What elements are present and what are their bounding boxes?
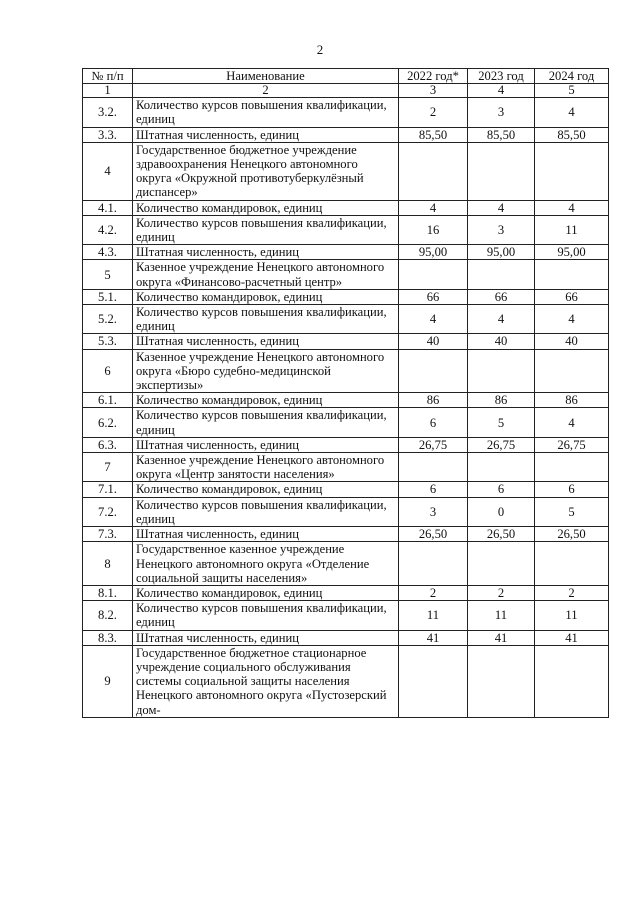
value-2022-cell: 86 xyxy=(399,393,468,408)
row-number-cell: 4 xyxy=(83,142,133,200)
row-number-cell: 8.3. xyxy=(83,630,133,645)
row-name-cell: Количество курсов повышения квалификации, единиц xyxy=(133,497,399,526)
table-row xyxy=(83,497,609,526)
row-name-cell: Количество курсов повышения квалификации, единиц xyxy=(133,215,399,244)
value-2024-cell: 41 xyxy=(535,630,609,645)
value-2022-cell: 40 xyxy=(399,334,468,349)
value-2023-cell xyxy=(468,260,535,289)
data-table xyxy=(82,68,609,718)
table-row xyxy=(83,334,609,349)
row-number-cell: 4.2. xyxy=(83,215,133,244)
value-2024-cell xyxy=(535,142,609,200)
value-2024-cell xyxy=(535,260,609,289)
index-cell: 4 xyxy=(468,84,535,98)
value-2023-cell: 40 xyxy=(468,334,535,349)
value-2023-cell xyxy=(468,142,535,200)
value-2022-cell: 3 xyxy=(399,497,468,526)
table-row xyxy=(83,527,609,542)
table-row xyxy=(83,601,609,630)
value-2023-cell: 4 xyxy=(468,305,535,334)
row-name-cell: Количество командировок, единиц xyxy=(133,393,399,408)
row-number-cell: 4.1. xyxy=(83,200,133,215)
index-cell: 1 xyxy=(83,84,133,98)
value-2023-cell xyxy=(468,542,535,586)
row-number-cell: 7 xyxy=(83,453,133,482)
row-name-cell: Государственное бюджетное учреждение здравоохранения Ненецкого автономного округа «Окружной противотуберкулёзный диспансер» xyxy=(133,142,399,200)
row-name-cell: Государственное бюджетное стационарное учреждение социального обслуживания системы социальной защиты населения Ненецкого автономного округа «Пустозерский дом- xyxy=(133,645,399,717)
value-2023-cell: 0 xyxy=(468,497,535,526)
value-2023-cell: 11 xyxy=(468,601,535,630)
value-2022-cell xyxy=(399,260,468,289)
value-2024-cell: 6 xyxy=(535,482,609,497)
row-number-cell: 8.1. xyxy=(83,585,133,600)
table-row xyxy=(83,215,609,244)
value-2024-cell xyxy=(535,349,609,393)
value-2024-cell: 26,50 xyxy=(535,527,609,542)
value-2023-cell: 3 xyxy=(468,98,535,127)
value-2022-cell: 4 xyxy=(399,305,468,334)
row-name-cell: Государственное казенное учреждение Ненецкого автономного округа «Отделение социальной защиты населения» xyxy=(133,542,399,586)
value-2022-cell xyxy=(399,645,468,717)
row-number-cell: 5.1. xyxy=(83,289,133,304)
row-name-cell: Штатная численность, единиц xyxy=(133,630,399,645)
value-2022-cell: 6 xyxy=(399,482,468,497)
value-2023-cell: 4 xyxy=(468,200,535,215)
table-row xyxy=(83,393,609,408)
row-name-cell: Количество командировок, единиц xyxy=(133,585,399,600)
header-name: Наименование xyxy=(133,69,399,84)
value-2022-cell: 16 xyxy=(399,215,468,244)
value-2024-cell: 2 xyxy=(535,585,609,600)
row-number-cell: 3.2. xyxy=(83,98,133,127)
table-row xyxy=(83,542,609,586)
value-2022-cell: 11 xyxy=(399,601,468,630)
value-2022-cell xyxy=(399,542,468,586)
value-2024-cell xyxy=(535,542,609,586)
value-2022-cell: 4 xyxy=(399,200,468,215)
table-row xyxy=(83,127,609,142)
value-2023-cell: 5 xyxy=(468,408,535,437)
row-number-cell: 6.1. xyxy=(83,393,133,408)
table-row xyxy=(83,142,609,200)
table-row xyxy=(83,408,609,437)
value-2024-cell: 66 xyxy=(535,289,609,304)
value-2024-cell: 4 xyxy=(535,408,609,437)
row-number-cell: 5 xyxy=(83,260,133,289)
row-name-cell: Штатная численность, единиц xyxy=(133,245,399,260)
row-name-cell: Штатная численность, единиц xyxy=(133,437,399,452)
value-2024-cell: 11 xyxy=(535,601,609,630)
value-2023-cell: 3 xyxy=(468,215,535,244)
row-number-cell: 6.2. xyxy=(83,408,133,437)
row-name-cell: Казенное учреждение Ненецкого автономного округа «Бюро судебно-медицинской экспертизы» xyxy=(133,349,399,393)
row-name-cell: Штатная численность, единиц xyxy=(133,127,399,142)
value-2024-cell: 5 xyxy=(535,497,609,526)
value-2022-cell: 41 xyxy=(399,630,468,645)
row-name-cell: Казенное учреждение Ненецкого автономного округа «Финансово-расчетный центр» xyxy=(133,260,399,289)
value-2024-cell: 26,75 xyxy=(535,437,609,452)
value-2022-cell: 95,00 xyxy=(399,245,468,260)
table-row xyxy=(83,585,609,600)
value-2022-cell: 26,50 xyxy=(399,527,468,542)
value-2022-cell: 6 xyxy=(399,408,468,437)
table-row xyxy=(83,630,609,645)
value-2024-cell: 40 xyxy=(535,334,609,349)
row-number-cell: 7.1. xyxy=(83,482,133,497)
value-2024-cell: 4 xyxy=(535,98,609,127)
row-name-cell: Количество курсов повышения квалификации, единиц xyxy=(133,305,399,334)
table-row xyxy=(83,200,609,215)
value-2023-cell: 95,00 xyxy=(468,245,535,260)
index-cell: 2 xyxy=(133,84,399,98)
row-number-cell: 5.3. xyxy=(83,334,133,349)
value-2024-cell: 95,00 xyxy=(535,245,609,260)
value-2023-cell: 26,50 xyxy=(468,527,535,542)
column-index-row xyxy=(83,84,609,98)
header-num: № п/п xyxy=(83,69,133,84)
value-2024-cell: 86 xyxy=(535,393,609,408)
value-2022-cell xyxy=(399,453,468,482)
table-row xyxy=(83,349,609,393)
value-2022-cell: 26,75 xyxy=(399,437,468,452)
value-2022-cell: 66 xyxy=(399,289,468,304)
row-number-cell: 3.3. xyxy=(83,127,133,142)
value-2024-cell: 4 xyxy=(535,200,609,215)
value-2024-cell: 4 xyxy=(535,305,609,334)
row-name-cell: Количество курсов повышения квалификации, единиц xyxy=(133,408,399,437)
table-row xyxy=(83,453,609,482)
value-2023-cell xyxy=(468,453,535,482)
value-2022-cell xyxy=(399,142,468,200)
table-row xyxy=(83,260,609,289)
row-number-cell: 6.3. xyxy=(83,437,133,452)
value-2022-cell: 2 xyxy=(399,585,468,600)
value-2022-cell: 85,50 xyxy=(399,127,468,142)
value-2023-cell: 66 xyxy=(468,289,535,304)
row-name-cell: Штатная численность, единиц xyxy=(133,334,399,349)
header-2022: 2022 год* xyxy=(399,69,468,84)
row-name-cell: Количество командировок, единиц xyxy=(133,200,399,215)
row-number-cell: 7.3. xyxy=(83,527,133,542)
value-2023-cell: 85,50 xyxy=(468,127,535,142)
value-2023-cell: 86 xyxy=(468,393,535,408)
value-2023-cell xyxy=(468,349,535,393)
value-2023-cell xyxy=(468,645,535,717)
row-number-cell: 4.3. xyxy=(83,245,133,260)
value-2023-cell: 26,75 xyxy=(468,437,535,452)
row-number-cell: 5.2. xyxy=(83,305,133,334)
value-2024-cell: 85,50 xyxy=(535,127,609,142)
row-name-cell: Казенное учреждение Ненецкого автономного округа «Центр занятости населения» xyxy=(133,453,399,482)
value-2024-cell: 11 xyxy=(535,215,609,244)
table-row xyxy=(83,305,609,334)
table-row xyxy=(83,98,609,127)
row-name-cell: Количество курсов повышения квалификации, единиц xyxy=(133,98,399,127)
value-2023-cell: 41 xyxy=(468,630,535,645)
row-name-cell: Количество курсов повышения квалификации, единиц xyxy=(133,601,399,630)
row-number-cell: 8.2. xyxy=(83,601,133,630)
table-row xyxy=(83,437,609,452)
table-row xyxy=(83,245,609,260)
table-row xyxy=(83,645,609,717)
row-number-cell: 7.2. xyxy=(83,497,133,526)
value-2023-cell: 6 xyxy=(468,482,535,497)
row-number-cell: 9 xyxy=(83,645,133,717)
value-2024-cell xyxy=(535,645,609,717)
row-number-cell: 8 xyxy=(83,542,133,586)
index-cell: 3 xyxy=(399,84,468,98)
value-2024-cell xyxy=(535,453,609,482)
row-name-cell: Штатная численность, единиц xyxy=(133,527,399,542)
header-2024: 2024 год xyxy=(535,69,609,84)
header-2023: 2023 год xyxy=(468,69,535,84)
value-2022-cell: 2 xyxy=(399,98,468,127)
row-name-cell: Количество командировок, единиц xyxy=(133,289,399,304)
value-2022-cell xyxy=(399,349,468,393)
table-row xyxy=(83,482,609,497)
row-name-cell: Количество командировок, единиц xyxy=(133,482,399,497)
value-2023-cell: 2 xyxy=(468,585,535,600)
table-header-row xyxy=(83,69,609,84)
row-number-cell: 6 xyxy=(83,349,133,393)
table-row xyxy=(83,289,609,304)
page-number: 2 xyxy=(316,42,324,57)
table-body xyxy=(83,98,609,718)
index-cell: 5 xyxy=(535,84,609,98)
